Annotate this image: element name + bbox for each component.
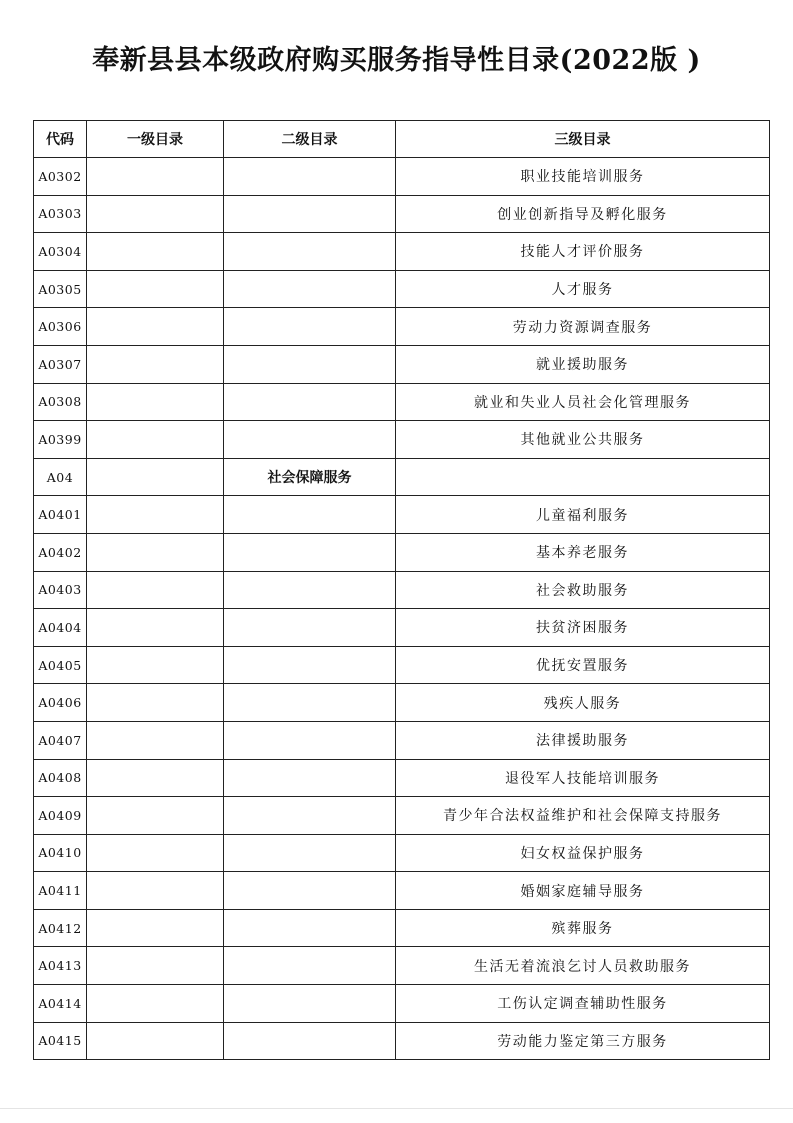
cell-level2 [224, 646, 396, 684]
cell-level1 [87, 1022, 224, 1060]
cell-code: A0304 [34, 233, 87, 271]
cell-code: A0413 [34, 947, 87, 985]
table-row [34, 609, 770, 647]
table-row [34, 458, 770, 496]
cell-code: A0401 [34, 496, 87, 534]
cell-level3: 基本养老服务 [396, 533, 770, 571]
table-row [34, 646, 770, 684]
cell-level3: 残疾人服务 [396, 684, 770, 722]
cell-level2 [224, 797, 396, 835]
cell-code: A0406 [34, 684, 87, 722]
cell-level3: 生活无着流浪乞讨人员救助服务 [396, 947, 770, 985]
scan-edge-line [0, 1108, 793, 1109]
cell-level3: 退役军人技能培训服务 [396, 759, 770, 797]
cell-code: A0303 [34, 195, 87, 233]
table-row [34, 759, 770, 797]
cell-level2 [224, 195, 396, 233]
cell-level3: 技能人才评价服务 [396, 233, 770, 271]
table-body [34, 158, 770, 1060]
table-row [34, 571, 770, 609]
cell-level1 [87, 721, 224, 759]
cell-level3: 创业创新指导及孵化服务 [396, 195, 770, 233]
cell-code: A0412 [34, 909, 87, 947]
cell-code: A0409 [34, 797, 87, 835]
cell-level1 [87, 684, 224, 722]
table-row [34, 985, 770, 1023]
table-row [34, 233, 770, 271]
table-header-row [34, 121, 770, 158]
cell-level1 [87, 797, 224, 835]
cell-level1 [87, 834, 224, 872]
header-level1: 一级目录 [87, 121, 224, 158]
cell-level1 [87, 233, 224, 271]
table-row [34, 1022, 770, 1060]
table-row [34, 158, 770, 196]
table-row [34, 909, 770, 947]
table-row [34, 834, 770, 872]
cell-level2 [224, 1022, 396, 1060]
cell-level3: 扶贫济困服务 [396, 609, 770, 647]
cell-level1 [87, 270, 224, 308]
cell-level1 [87, 345, 224, 383]
cell-code: A0404 [34, 609, 87, 647]
cell-level3: 优抚安置服务 [396, 646, 770, 684]
table-row [34, 421, 770, 459]
cell-level2 [224, 233, 396, 271]
cell-level2 [224, 872, 396, 910]
cell-level2 [224, 759, 396, 797]
table-row [34, 383, 770, 421]
cell-level1 [87, 533, 224, 571]
cell-level1 [87, 909, 224, 947]
cell-level1 [87, 458, 224, 496]
cell-code: A0403 [34, 571, 87, 609]
cell-level2 [224, 947, 396, 985]
cell-level2 [224, 421, 396, 459]
page-title: 奉新县县本级政府购买服务指导性目录(2022版 ) [92, 45, 701, 76]
cell-code: A0408 [34, 759, 87, 797]
cell-level1 [87, 308, 224, 346]
cell-code: A0407 [34, 721, 87, 759]
header-level2: 二级目录 [224, 121, 396, 158]
table-row [34, 270, 770, 308]
cell-code: A0405 [34, 646, 87, 684]
table-row [34, 721, 770, 759]
cell-level3: 儿童福利服务 [396, 496, 770, 534]
table-row [34, 533, 770, 571]
cell-code: A0411 [34, 872, 87, 910]
cell-level3: 殡葬服务 [396, 909, 770, 947]
cell-level3: 法律援助服务 [396, 721, 770, 759]
cell-level1 [87, 571, 224, 609]
cell-level1 [87, 947, 224, 985]
cell-level2 [224, 345, 396, 383]
cell-level1 [87, 985, 224, 1023]
cell-level3: 人才服务 [396, 270, 770, 308]
cell-code: A0410 [34, 834, 87, 872]
table-row [34, 797, 770, 835]
cell-level3: 其他就业公共服务 [396, 421, 770, 459]
cell-level2 [224, 684, 396, 722]
table-row [34, 345, 770, 383]
cell-level2 [224, 496, 396, 534]
table-row [34, 496, 770, 534]
cell-code: A0307 [34, 345, 87, 383]
cell-level2 [224, 308, 396, 346]
cell-level3: 就业援助服务 [396, 345, 770, 383]
cell-code: A0306 [34, 308, 87, 346]
cell-level1 [87, 195, 224, 233]
cell-level2 [224, 383, 396, 421]
cell-level3: 工伤认定调查辅助性服务 [396, 985, 770, 1023]
cell-level3: 劳动能力鉴定第三方服务 [396, 1022, 770, 1060]
cell-code: A0302 [34, 158, 87, 196]
cell-level1 [87, 158, 224, 196]
cell-level1 [87, 496, 224, 534]
cell-level2 [224, 985, 396, 1023]
cell-code: A0415 [34, 1022, 87, 1060]
table-row [34, 947, 770, 985]
cell-level2 [224, 270, 396, 308]
cell-level3: 社会救助服务 [396, 571, 770, 609]
cell-level1 [87, 759, 224, 797]
cell-code: A04 [34, 458, 87, 496]
cell-level2 [224, 158, 396, 196]
cell-level3: 青少年合法权益维护和社会保障支持服务 [396, 797, 770, 835]
header-code: 代码 [34, 121, 87, 158]
cell-level3: 劳动力资源调查服务 [396, 308, 770, 346]
cell-level2: 社会保障服务 [224, 458, 396, 496]
cell-level2 [224, 571, 396, 609]
table-row [34, 684, 770, 722]
cell-level3: 妇女权益保护服务 [396, 834, 770, 872]
cell-level2 [224, 721, 396, 759]
cell-level1 [87, 872, 224, 910]
cell-level3 [396, 458, 770, 496]
cell-level1 [87, 421, 224, 459]
cell-code: A0308 [34, 383, 87, 421]
table-row [34, 872, 770, 910]
cell-code: A0399 [34, 421, 87, 459]
cell-code: A0414 [34, 985, 87, 1023]
table-row [34, 308, 770, 346]
cell-level3: 婚姻家庭辅导服务 [396, 872, 770, 910]
header-level3: 三级目录 [396, 121, 770, 158]
cell-code: A0402 [34, 533, 87, 571]
cell-level2 [224, 609, 396, 647]
cell-level2 [224, 909, 396, 947]
cell-code: A0305 [34, 270, 87, 308]
cell-level3: 职业技能培训服务 [396, 158, 770, 196]
cell-level2 [224, 533, 396, 571]
cell-level2 [224, 834, 396, 872]
table-row [34, 195, 770, 233]
cell-level1 [87, 609, 224, 647]
catalog-table [33, 120, 770, 1060]
cell-level1 [87, 383, 224, 421]
cell-level3: 就业和失业人员社会化管理服务 [396, 383, 770, 421]
cell-level1 [87, 646, 224, 684]
